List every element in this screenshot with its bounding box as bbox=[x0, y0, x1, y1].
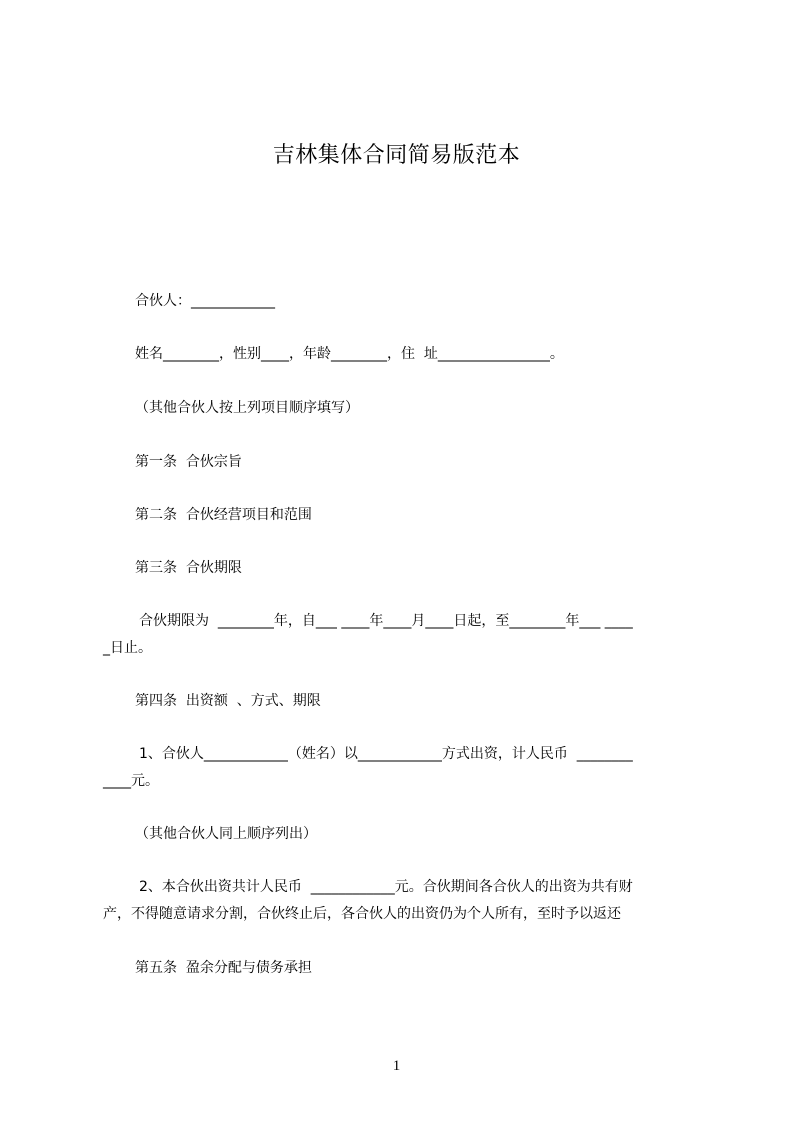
other-partners-list-note: （其他合伙人同上顺序列出） bbox=[135, 826, 317, 842]
article-2-heading: 第二条 合伙经营项目和范围 bbox=[135, 507, 312, 523]
other-partners-note: （其他合伙人按上列项目顺序填写） bbox=[135, 400, 359, 416]
contribution-paragraph-line-1: 1、合伙人____________（姓名）以____________方式出资，计人民币 ________ bbox=[139, 746, 633, 762]
article-3-heading: 第三条 合伙期限 bbox=[135, 560, 242, 576]
document-title: 吉林集体合同简易版范本 bbox=[272, 143, 521, 168]
term-paragraph-line-2: _日止。 bbox=[103, 640, 152, 656]
personal-info-line: 姓名________，性别____，年龄________，住 址________________。 bbox=[135, 346, 564, 362]
partner-line: 合伙人：____________ bbox=[135, 293, 275, 309]
total-capital-paragraph-line-1: 2、本合伙出资共计人民币 ____________元。合伙期间各合伙人的出资为共有财 bbox=[139, 879, 633, 895]
contribution-paragraph-line-2: ____元。 bbox=[103, 773, 159, 789]
article-4-heading: 第四条 出资额 、方式、期限 bbox=[135, 693, 321, 709]
article-5-heading: 第五条 盈余分配与债务承担 bbox=[135, 960, 312, 976]
total-capital-paragraph-line-2: 产，不得随意请求分割，合伙终止后，各合伙人的出资仍为个人所有，至时予以返还 bbox=[103, 906, 621, 922]
page-number: 1 bbox=[392, 1058, 401, 1074]
article-1-heading: 第一条 合伙宗旨 bbox=[135, 454, 242, 470]
term-paragraph-line-1: 合伙期限为 ________年，自___ ____年____月____日起，至________年___ ____ bbox=[139, 613, 633, 629]
